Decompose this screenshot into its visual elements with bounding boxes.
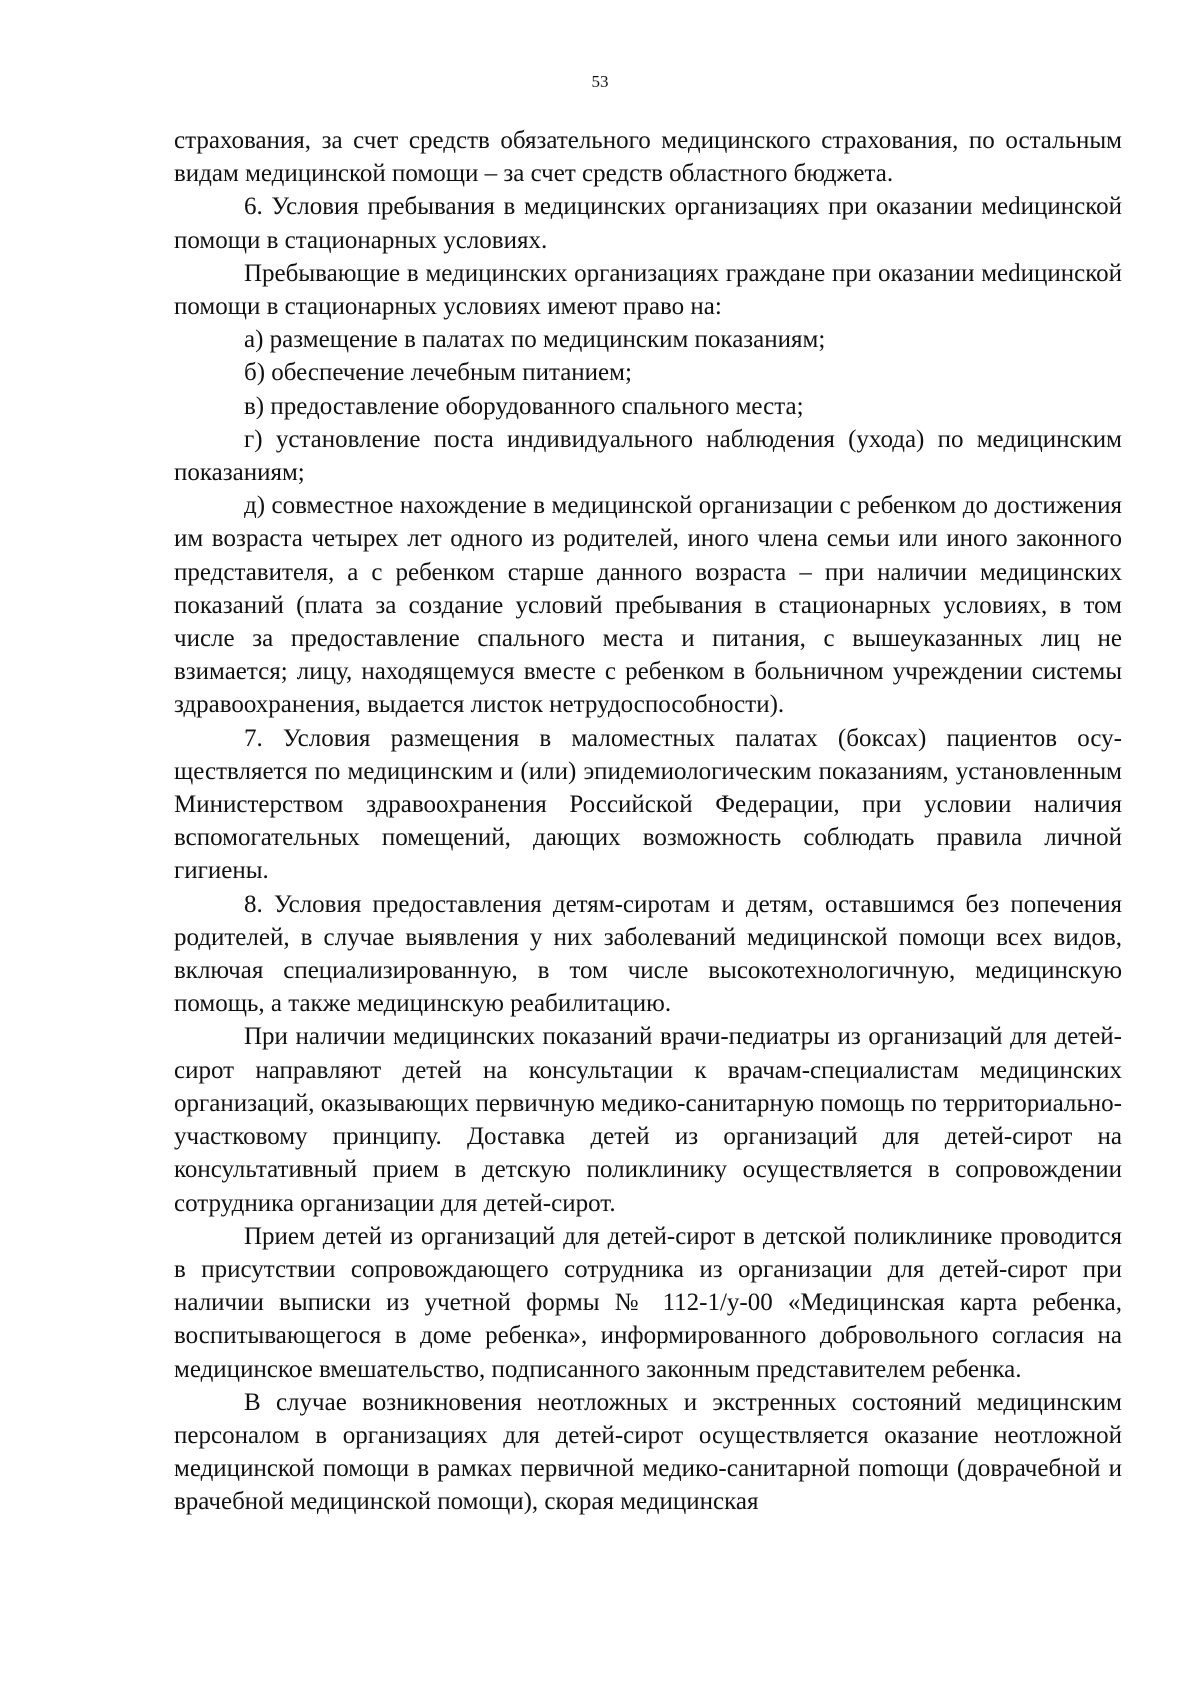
list-item-b: б) обеспечение лечебным питанием; [244,359,632,387]
paragraph-section-6: 6. Условия пребывания в медицинских организациях при оказании меdицинской помощи в стационарных условиях. [174,193,1122,254]
list-item-g: г) установление поста индивидуального наблюдения (ухода) по медицинским показаниям; [174,425,1122,487]
paragraph-section-8: 8. Условия предоставления детям-сиротам и детям, оставшимся без попечения родителей, в случае выявления у них заболеваний медицинской помощи всех видов, включая специализированную, в том числе высокотехнологичную, медицинскую помощь, а также медицинскую реабилитацию. [174,890,1122,1018]
paragraph-continuation: страхования, за счет средств обязательного медицинского страхования, по остальным видам медицинской помощи – за счет средств областного бюджета. [174,127,1122,188]
paragraph-emergency-care: В случае возникновения неотложных и экстренных состояний медицинским персоналом в организациях для детей-сирот осуществляется оказание неотложной медицинской помощи в рамках первичной медико-санитарной поmощи (доврачебной и врачебной медицинской помощи), скорая медицинская [174,1388,1122,1516]
paragraph-pediatric-referral: При наличии медицинских показаний врачи-педиатры из организаций для детей-сирот направляют детей на консультации к врачам-специалистам медицинских организаций, оказывающих первичную медико-санитарную помощь по территориально-участковому принципу. Доставка детей из организаций для детей-сирот на консультативный прием в детскую поликлинику осуществляется в сопровождении сотрудника организации для детей-сирот. [174,1023,1122,1217]
paragraph-polyclinic-reception: Прием детей из организаций для детей-сирот в детской поликлинике проводится в присутствии сопровождающего сотрудника из организации для детей-сирот при наличии выписки из учетной формы № 112-1/у-00 «Медицинская карта ребенка, воспитывающегося в доме ребенка», информированного добровольного согласия на медицинское вмешательство, подписанного законным представителем ребенка. [174,1222,1122,1383]
list-item-d: д) совместное нахождение в медицинской организации с ребенком до достижения им возраста четырех лет одного из родителей, иного члена семьи или иного законного представителя, а с ребенком старше данного возраста – при наличии медицинских показаний (плата за создание условий пребывания в стационарных условиях, в том числе за предоставление спального места и питания, с вышеуказанных лиц не взимается; лицу, находящемуся вместе с ребенком в больничном учреждении системы здравоохранения, выдается листок нетрудоспособности). [174,492,1122,719]
paragraph-rights-intro: Пребывающие в медицинских организациях граждане при оказании меdицинской помощи в стационарных условиях имеют право на: [174,259,1122,321]
paragraph-section-7: 7. Условия размещения в маломестных палатах (боксах) пациентов осуществляется по медицинским и (или) эпидемиологическим показаниям, установленным Министерством здравоохранения Российской Федерации, при условии наличия вспомогательных помещений, дающих возможность соблюдать правила личной гигиены. [174,724,1122,885]
list-item-v: в) предоставление оборудованного спального места; [244,392,804,420]
list-item-a: а) размещение в палатах по медицинским показаниям; [244,326,826,354]
document-body [174,124,1122,1519]
page-number: 53 [591,72,609,91]
